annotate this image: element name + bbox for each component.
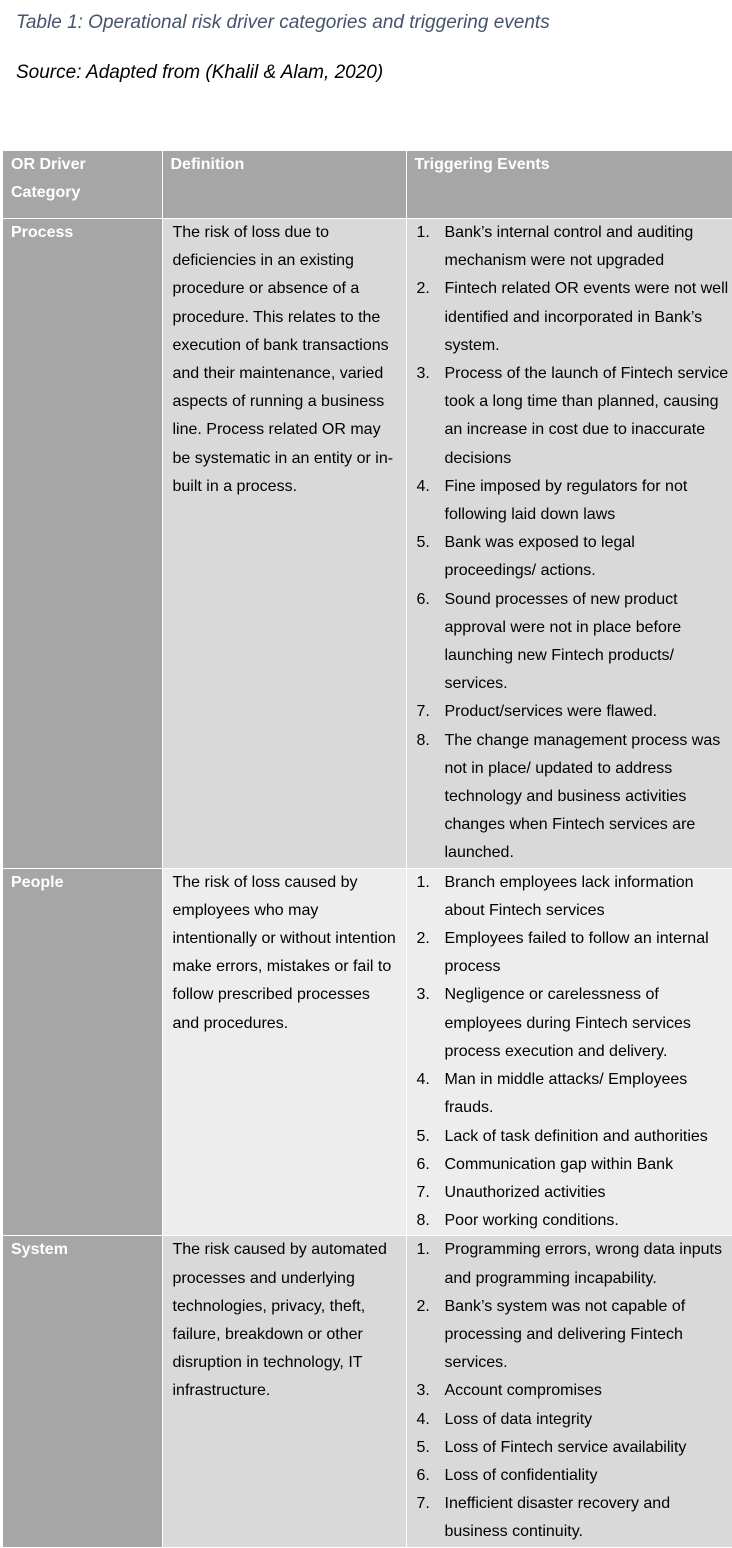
events-list	[417, 1236, 732, 1546]
list-item	[417, 219, 732, 275]
event-text: Inefficient disaster recovery and business continuity.	[444, 1495, 671, 1541]
list-item	[417, 1462, 732, 1490]
events-list	[417, 219, 732, 868]
events-cell	[406, 868, 732, 1236]
event-text: Lack of task definition and authorities	[444, 1127, 708, 1145]
event-text: Product/services were flawed.	[444, 703, 658, 721]
list-number: 5.	[416, 1127, 430, 1145]
event-text: Loss of confidentiality	[444, 1466, 598, 1484]
event-text: Sound processes of new product approval were not in place before launching new Fintech products/ services.	[444, 590, 682, 693]
event-text: Poor working conditions.	[444, 1212, 619, 1230]
list-number: 7.	[416, 1495, 430, 1513]
table-row	[3, 1236, 732, 1547]
list-item	[417, 1293, 732, 1378]
list-number: 8.	[416, 1212, 430, 1230]
event-text: Negligence or carelessness of employees during Fintech services process execution and delivery.	[444, 986, 691, 1060]
list-number: 4.	[416, 1071, 430, 1089]
list-number: 2.	[416, 930, 430, 948]
list-item	[417, 1434, 732, 1462]
list-item	[417, 869, 732, 925]
list-item	[417, 275, 732, 360]
list-item	[417, 360, 732, 473]
list-item	[417, 981, 732, 1066]
list-number: 3.	[416, 365, 430, 383]
list-number: 3.	[416, 986, 430, 1004]
list-number: 6.	[416, 590, 430, 608]
events-cell	[406, 1236, 732, 1547]
list-number: 2.	[416, 280, 430, 298]
event-text: Man in middle attacks/ Employees frauds.	[444, 1071, 688, 1117]
definition-cell: The risk of loss due to deficiencies in an existing procedure or absence of a procedure. This relates to the execution of bank transactions and their maintenance, varied aspects of running a business line. Process related OR may be systematic in an entity or in-built in a process.	[162, 219, 406, 869]
event-text: Loss of data integrity	[444, 1410, 593, 1428]
list-number: 5.	[416, 534, 430, 552]
events-cell	[406, 219, 732, 869]
list-number: 6.	[416, 1466, 430, 1484]
list-number: 8.	[416, 731, 430, 749]
table-row	[3, 868, 732, 1236]
list-number: 4.	[416, 1410, 430, 1428]
list-number: 1.	[416, 873, 430, 891]
event-text: Unauthorized activities	[444, 1183, 606, 1201]
list-number: 1.	[416, 1241, 430, 1259]
event-text: Bank’s internal control and auditing mechanism were not upgraded	[444, 224, 694, 270]
list-number: 7.	[416, 1183, 430, 1201]
list-number: 3.	[416, 1382, 430, 1400]
event-text: Fintech related OR events were not well identified and incorporated in Bank’s system.	[444, 280, 729, 354]
event-text: Employees failed to follow an internal process	[444, 930, 709, 976]
list-item	[417, 1123, 732, 1151]
event-text: Communication gap within Bank	[444, 1155, 674, 1173]
table-source: Source: Adapted from (Khalil & Alam, 2020)	[16, 62, 384, 83]
list-number: 5.	[416, 1438, 430, 1456]
event-text: Programming errors, wrong data inputs and programming incapability.	[444, 1241, 722, 1287]
header-triggering-events: Triggering Events	[406, 151, 732, 219]
event-text: Branch employees lack information about Fintech services	[444, 873, 694, 919]
list-number: 6.	[416, 1155, 430, 1173]
table-row	[3, 219, 732, 869]
list-item	[417, 1066, 732, 1122]
event-text: Process of the launch of Fintech service took a long time than planned, causing an increase in cost due to inaccurate decisions	[444, 365, 729, 467]
table-caption: Table 1: Operational risk driver categories and triggering events	[16, 12, 550, 33]
list-item	[417, 727, 732, 868]
category-cell: Process	[3, 219, 162, 869]
list-item	[417, 473, 732, 529]
events-list	[417, 869, 732, 1236]
event-text: Loss of Fintech service availability	[444, 1438, 687, 1456]
list-number: 4.	[416, 477, 430, 495]
event-text: Bank was exposed to legal proceedings/ actions.	[444, 534, 635, 580]
event-text: Account compromises	[444, 1382, 602, 1400]
list-number: 7.	[416, 703, 430, 721]
event-text: The change management process was not in place/ updated to address technology and business activities changes when Fintech services are launched.	[444, 731, 721, 862]
header-category: OR Driver Category	[3, 151, 162, 219]
category-cell: People	[3, 868, 162, 1236]
list-item	[417, 1377, 732, 1405]
definition-cell: The risk caused by automated processes and underlying technologies, privacy, theft, failure, breakdown or other disruption in technology, IT infrastructure.	[162, 1236, 406, 1547]
list-item	[417, 925, 732, 981]
list-item	[417, 1179, 732, 1207]
list-number: 2.	[416, 1297, 430, 1315]
header-definition: Definition	[162, 151, 406, 219]
definition-cell: The risk of loss caused by employees who may intentionally or without intention make errors, mistakes or fail to follow prescribed processes and procedures.	[162, 868, 406, 1236]
operational-risk-table	[3, 151, 732, 1548]
event-text: Bank’s system was not capable of processing and delivering Fintech services.	[444, 1297, 686, 1372]
category-cell: System	[3, 1236, 162, 1547]
list-item	[417, 586, 732, 699]
list-item	[417, 1207, 732, 1235]
list-item	[417, 1236, 732, 1292]
list-number: 1.	[416, 224, 430, 241]
list-item	[417, 1406, 732, 1434]
list-item	[417, 1490, 732, 1546]
list-item	[417, 529, 732, 585]
table-header-row	[3, 151, 732, 219]
list-item	[417, 698, 732, 726]
list-item	[417, 1151, 732, 1179]
event-text: Fine imposed by regulators for not following laid down laws	[444, 477, 688, 524]
